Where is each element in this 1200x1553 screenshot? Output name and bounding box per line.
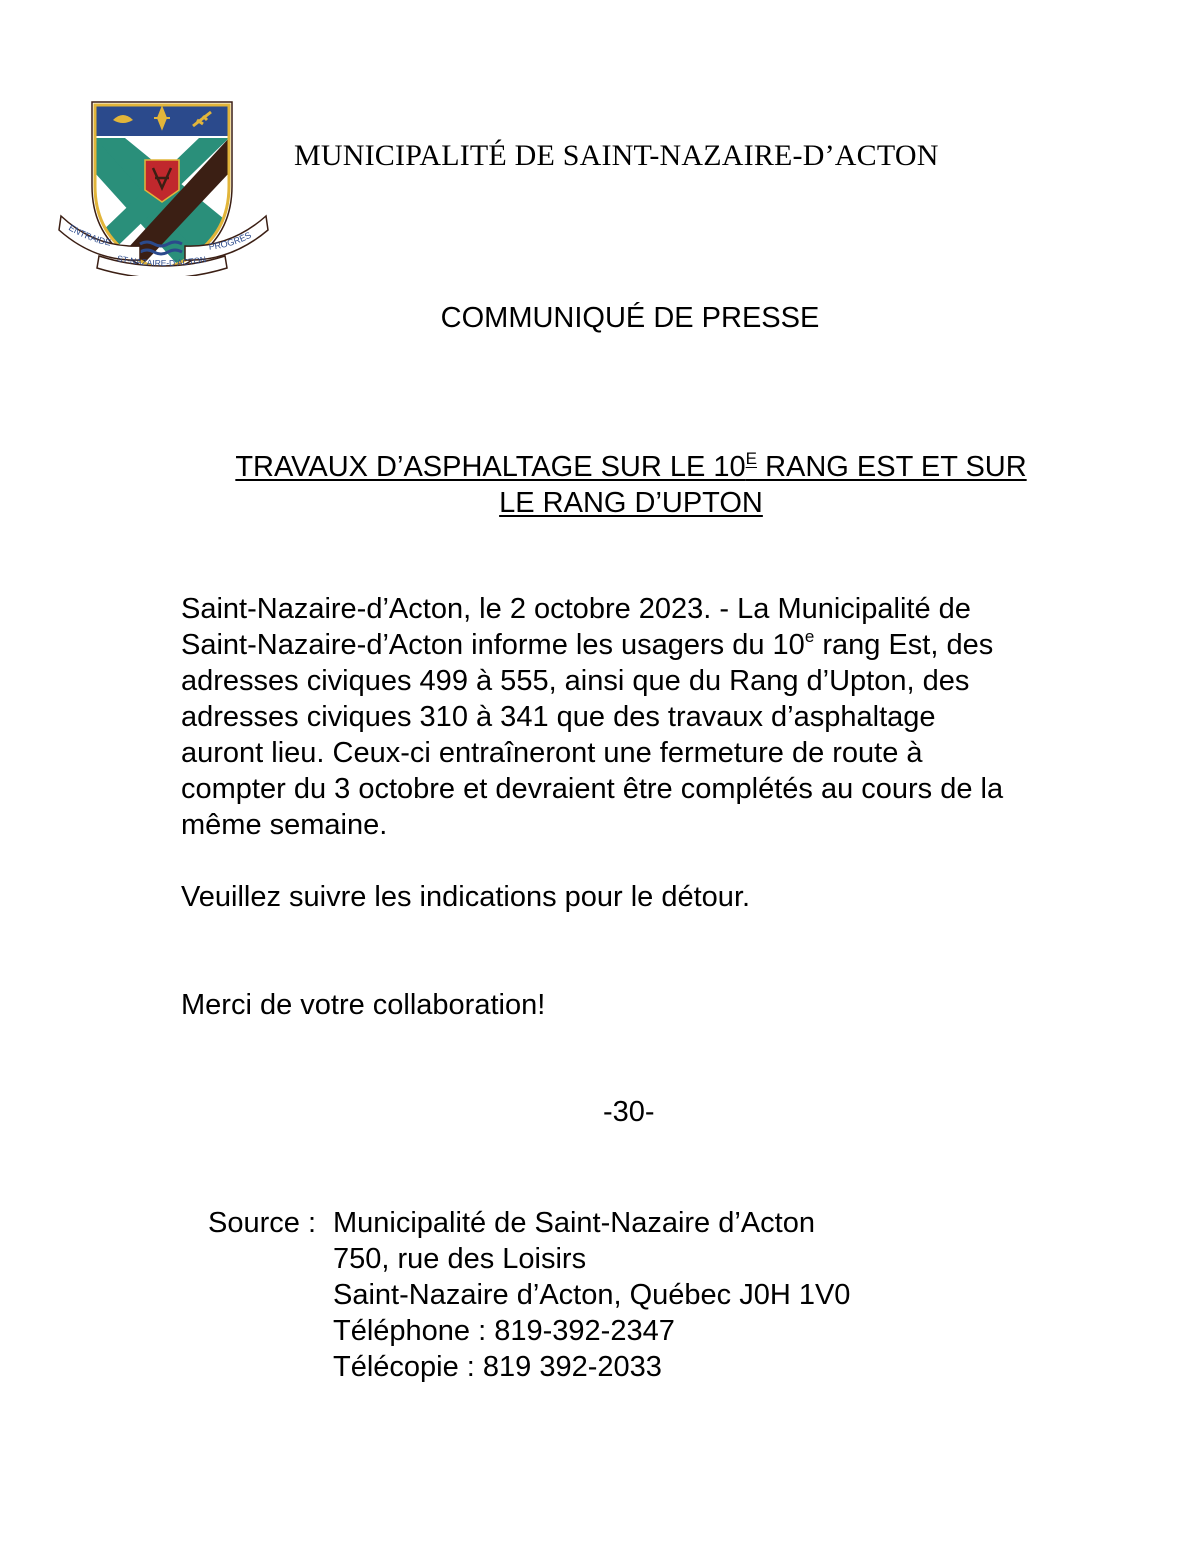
source-label: Source : bbox=[208, 1207, 316, 1239]
headline-line1-text-end: RANG EST ET SUR bbox=[757, 451, 1027, 483]
paragraph-line-text-end: rang Est, des bbox=[814, 629, 994, 661]
headline-ordinal-superscript: E bbox=[745, 449, 758, 468]
paragraph-line: Saint-Nazaire-d’Acton, le 2 octobre 2023. - La Municipalité de bbox=[181, 593, 971, 625]
end-mark: -30- bbox=[603, 1096, 655, 1128]
municipality-name: MUNICIPALITÉ DE SAINT-NAZAIRE-D’ACTON bbox=[294, 139, 939, 172]
source-street-address: 750, rue des Loisirs bbox=[333, 1243, 587, 1275]
source-organization: Municipalité de Saint-Nazaire d’Acton bbox=[333, 1207, 815, 1239]
paragraph-line: adresses civiques 310 à 341 que des travaux d’asphaltage bbox=[181, 701, 936, 733]
headline-line2: LE RANG D’UPTON bbox=[499, 487, 763, 519]
document-type-heading: COMMUNIQUÉ DE PRESSE bbox=[440, 302, 820, 334]
paragraph-line: compter du 3 octobre et devraient être complétés au cours de la bbox=[181, 773, 1004, 805]
source-city-postal: Saint-Nazaire d’Acton, Québec J0H 1V0 bbox=[333, 1279, 851, 1311]
body-paragraph-thanks: Merci de votre collaboration! bbox=[181, 989, 546, 1021]
crest-left-motto: ENTRAIDE bbox=[67, 222, 112, 248]
ordinal-superscript: e bbox=[804, 627, 815, 646]
paragraph-line: même semaine. bbox=[181, 809, 388, 841]
crest-banner-text: ST-NAZAIRE-D’ACTON bbox=[116, 253, 207, 269]
municipal-crest-logo bbox=[55, 98, 270, 276]
body-paragraph-announcement bbox=[181, 591, 1081, 843]
paragraph-line-text: Saint-Nazaire-d’Acton informe les usagers du 10 bbox=[181, 629, 805, 661]
headline-line1-text: TRAVAUX D’ASPHALTAGE SUR LE 10 bbox=[235, 451, 746, 483]
source-fax: Télécopie : 819 392-2033 bbox=[333, 1351, 662, 1383]
body-paragraph-detour: Veuillez suivre les indications pour le détour. bbox=[181, 881, 751, 913]
paragraph-line: adresses civiques 499 à 555, ainsi que du Rang d’Upton, des bbox=[181, 665, 970, 697]
paragraph-line: auront lieu. Ceux-ci entraîneront une fermeture de route à bbox=[181, 737, 923, 769]
source-telephone: Téléphone : 819-392-2347 bbox=[333, 1315, 675, 1347]
paragraph-line bbox=[181, 627, 1081, 663]
headline-line1 bbox=[235, 451, 1026, 483]
crest-right-motto: PROGRÈS bbox=[208, 229, 253, 252]
press-release-headline bbox=[196, 449, 1066, 521]
source-contact-lines bbox=[333, 1205, 850, 1385]
